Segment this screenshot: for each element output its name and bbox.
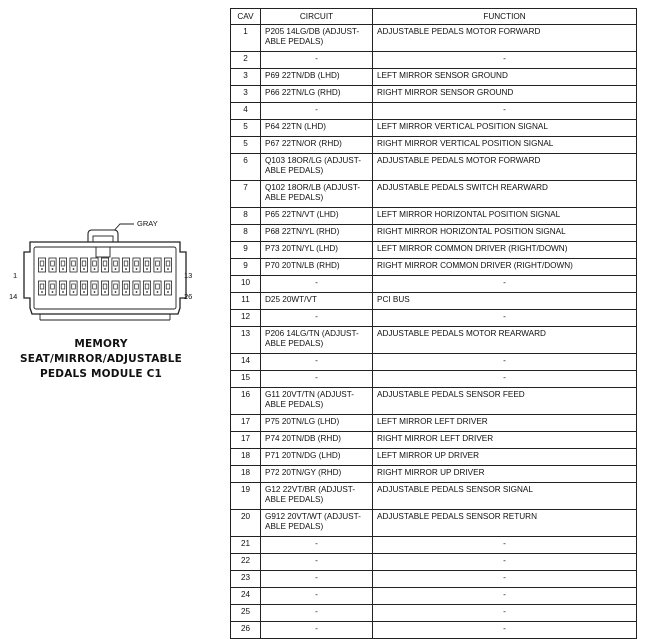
table-row [231, 86, 637, 103]
cavity-latch-dot [125, 291, 127, 293]
cav-cell: 10 [231, 276, 261, 293]
circuit-cell: D25 20WT/VT [261, 293, 373, 310]
cavity-latch-dot [62, 291, 64, 293]
cav-cell: 18 [231, 466, 261, 483]
module-title-line: SEAT/MIRROR/ADJUSTABLE [20, 353, 182, 365]
table-row [231, 327, 637, 354]
cav-cell: 26 [231, 622, 261, 639]
table-row [231, 208, 637, 225]
cav-cell: 14 [231, 354, 261, 371]
module-title-line: MEMORY [74, 338, 128, 350]
cavity-latch-dot [94, 291, 96, 293]
cavity-latch-dot [157, 268, 159, 270]
circuit-cell: P70 20TN/LB (RHD) [261, 259, 373, 276]
circuit-cell: G11 20VT/TN (ADJUST- ABLE PEDALS) [261, 388, 373, 415]
cav-cell: 7 [231, 181, 261, 208]
function-cell: PCI BUS [373, 293, 637, 310]
table-row [231, 310, 637, 327]
function-cell: LEFT MIRROR LEFT DRIVER [373, 415, 637, 432]
table-row [231, 466, 637, 483]
cav-cell: 9 [231, 259, 261, 276]
function-cell: - [373, 554, 637, 571]
circuit-cell: P71 20TN/DG (LHD) [261, 449, 373, 466]
circuit-cell: - [261, 537, 373, 554]
cavity-latch-dot [146, 291, 148, 293]
table-row [231, 588, 637, 605]
cavity-latch-dot [83, 291, 85, 293]
circuit-cell: P65 22TN/VT (LHD) [261, 208, 373, 225]
connector-drawing [0, 210, 215, 335]
circuit-cell: P68 22TN/YL (RHD) [261, 225, 373, 242]
function-cell: - [373, 310, 637, 327]
table-row [231, 432, 637, 449]
table-row [231, 293, 637, 310]
function-cell: RIGHT MIRROR VERTICAL POSITION SIGNAL [373, 137, 637, 154]
cav-cell: 21 [231, 537, 261, 554]
circuit-cell: - [261, 276, 373, 293]
function-cell: LEFT MIRROR HORIZONTAL POSITION SIGNAL [373, 208, 637, 225]
table-row [231, 371, 637, 388]
function-cell: RIGHT MIRROR COMMON DRIVER (RIGHT/DOWN) [373, 259, 637, 276]
table-row [231, 52, 637, 69]
circuit-cell: - [261, 310, 373, 327]
table-row [231, 622, 637, 639]
cavity-latch-dot [62, 268, 64, 270]
cavity-latch-dot [73, 268, 75, 270]
cavity-latch-dot [94, 268, 96, 270]
circuit-cell: P75 20TN/LG (LHD) [261, 415, 373, 432]
cav-cell: 8 [231, 225, 261, 242]
function-cell: RIGHT MIRROR SENSOR GROUND [373, 86, 637, 103]
circuit-cell: Q102 18OR/LB (ADJUST- ABLE PEDALS) [261, 181, 373, 208]
cav-cell: 17 [231, 415, 261, 432]
cav-cell: 5 [231, 137, 261, 154]
cav-cell: 18 [231, 449, 261, 466]
cavity-latch-dot [41, 268, 43, 270]
function-cell: - [373, 571, 637, 588]
function-cell: LEFT MIRROR VERTICAL POSITION SIGNAL [373, 120, 637, 137]
function-cell: RIGHT MIRROR HORIZONTAL POSITION SIGNAL [373, 225, 637, 242]
circuit-cell: P67 22TN/OR (RHD) [261, 137, 373, 154]
function-cell: LEFT MIRROR SENSOR GROUND [373, 69, 637, 86]
cav-cell: 17 [231, 432, 261, 449]
connector-diagram [0, 210, 215, 385]
cavity-latch-dot [104, 291, 106, 293]
cav-cell: 22 [231, 554, 261, 571]
cav-cell: 3 [231, 69, 261, 86]
function-cell: - [373, 371, 637, 388]
circuit-cell: P74 20TN/DB (RHD) [261, 432, 373, 449]
table-row [231, 259, 637, 276]
table-row [231, 120, 637, 137]
table-row [231, 181, 637, 208]
cav-cell: 12 [231, 310, 261, 327]
cav-cell: 2 [231, 52, 261, 69]
circuit-cell: - [261, 622, 373, 639]
circuit-cell: G12 22VT/BR (ADJUST- ABLE PEDALS) [261, 483, 373, 510]
table-row [231, 554, 637, 571]
cav-cell: 23 [231, 571, 261, 588]
table-row [231, 103, 637, 120]
cavity-latch-dot [146, 268, 148, 270]
table-row [231, 225, 637, 242]
cav-cell: 3 [231, 86, 261, 103]
cavity-latch-dot [136, 291, 138, 293]
function-cell: - [373, 537, 637, 554]
circuit-cell: - [261, 52, 373, 69]
circuit-cell: P72 20TN/GY (RHD) [261, 466, 373, 483]
circuit-cell: - [261, 588, 373, 605]
cav-cell: 5 [231, 120, 261, 137]
table-row [231, 571, 637, 588]
function-cell: - [373, 103, 637, 120]
cav-cell: 1 [231, 25, 261, 52]
function-cell: ADJUSTABLE PEDALS SENSOR RETURN [373, 510, 637, 537]
cavity-latch-dot [52, 291, 54, 293]
function-cell: LEFT MIRROR UP DRIVER [373, 449, 637, 466]
cav-cell: 6 [231, 154, 261, 181]
pin-label-14: 14 [9, 292, 18, 301]
function-cell: - [373, 354, 637, 371]
function-cell: LEFT MIRROR COMMON DRIVER (RIGHT/DOWN) [373, 242, 637, 259]
circuit-cell: P66 22TN/LG (RHD) [261, 86, 373, 103]
cavity-latch-dot [157, 291, 159, 293]
pin-table [230, 8, 637, 639]
connector-color-label: GRAY [137, 219, 158, 228]
module-title [0, 337, 202, 382]
cav-cell: 8 [231, 208, 261, 225]
header-circuit: CIRCUIT [261, 9, 373, 25]
table-row [231, 354, 637, 371]
circuit-cell: P205 14LG/DB (ADJUST- ABLE PEDALS) [261, 25, 373, 52]
table-row [231, 137, 637, 154]
header-function: FUNCTION [373, 9, 637, 25]
function-cell: - [373, 52, 637, 69]
function-cell: - [373, 276, 637, 293]
cavity-latch-dot [167, 268, 169, 270]
function-cell: RIGHT MIRROR UP DRIVER [373, 466, 637, 483]
cavity-latch-dot [83, 268, 85, 270]
cavity-latch-dot [104, 268, 106, 270]
table-row [231, 69, 637, 86]
table-row [231, 25, 637, 52]
cavity-latch-dot [41, 291, 43, 293]
circuit-cell: - [261, 554, 373, 571]
table-row [231, 449, 637, 466]
table-row [231, 415, 637, 432]
function-cell: ADJUSTABLE PEDALS SENSOR FEED [373, 388, 637, 415]
function-cell: - [373, 622, 637, 639]
pin-label-13: 13 [184, 271, 193, 280]
function-cell: ADJUSTABLE PEDALS MOTOR REARWARD [373, 327, 637, 354]
cavity-latch-dot [167, 291, 169, 293]
cavity-latch-dot [52, 268, 54, 270]
circuit-cell: P73 20TN/YL (LHD) [261, 242, 373, 259]
cav-cell: 13 [231, 327, 261, 354]
pin-label-1: 1 [13, 271, 18, 280]
function-cell: ADJUSTABLE PEDALS SENSOR SIGNAL [373, 483, 637, 510]
table-row [231, 388, 637, 415]
circuit-cell: - [261, 605, 373, 622]
connector-housing [24, 242, 186, 314]
circuit-cell: P64 22TN (LHD) [261, 120, 373, 137]
cav-cell: 25 [231, 605, 261, 622]
table-row [231, 605, 637, 622]
function-cell: - [373, 588, 637, 605]
cavity-latch-dot [115, 291, 117, 293]
table-row [231, 276, 637, 293]
function-cell: RIGHT MIRROR LEFT DRIVER [373, 432, 637, 449]
cav-cell: 15 [231, 371, 261, 388]
circuit-cell: - [261, 371, 373, 388]
table-row [231, 154, 637, 181]
cavity-latch-dot [115, 268, 117, 270]
cavity-latch-dot [73, 291, 75, 293]
header-cav: CAV [231, 9, 261, 25]
cav-cell: 16 [231, 388, 261, 415]
table-row [231, 483, 637, 510]
cav-cell: 19 [231, 483, 261, 510]
function-cell: ADJUSTABLE PEDALS MOTOR FORWARD [373, 25, 637, 52]
circuit-cell: G912 20VT/WT (ADJUST- ABLE PEDALS) [261, 510, 373, 537]
table-header-row [231, 9, 637, 25]
table-row [231, 510, 637, 537]
pin-label-26: 26 [184, 292, 193, 301]
function-cell: - [373, 605, 637, 622]
cavity-latch-dot [125, 268, 127, 270]
circuit-cell: P69 22TN/DB (LHD) [261, 69, 373, 86]
circuit-cell: P206 14LG/TN (ADJUST- ABLE PEDALS) [261, 327, 373, 354]
function-cell: ADJUSTABLE PEDALS SWITCH REARWARD [373, 181, 637, 208]
table-row [231, 537, 637, 554]
cav-cell: 4 [231, 103, 261, 120]
table-body [231, 25, 637, 639]
table-row [231, 242, 637, 259]
circuit-cell: - [261, 103, 373, 120]
module-title-line: PEDALS MODULE C1 [40, 368, 162, 380]
cav-cell: 9 [231, 242, 261, 259]
cavity-latch-dot [136, 268, 138, 270]
circuit-cell: - [261, 354, 373, 371]
circuit-cell: Q103 18OR/LG (ADJUST- ABLE PEDALS) [261, 154, 373, 181]
circuit-cell: - [261, 571, 373, 588]
cav-cell: 11 [231, 293, 261, 310]
cav-cell: 24 [231, 588, 261, 605]
function-cell: ADJUSTABLE PEDALS MOTOR FORWARD [373, 154, 637, 181]
cav-cell: 20 [231, 510, 261, 537]
